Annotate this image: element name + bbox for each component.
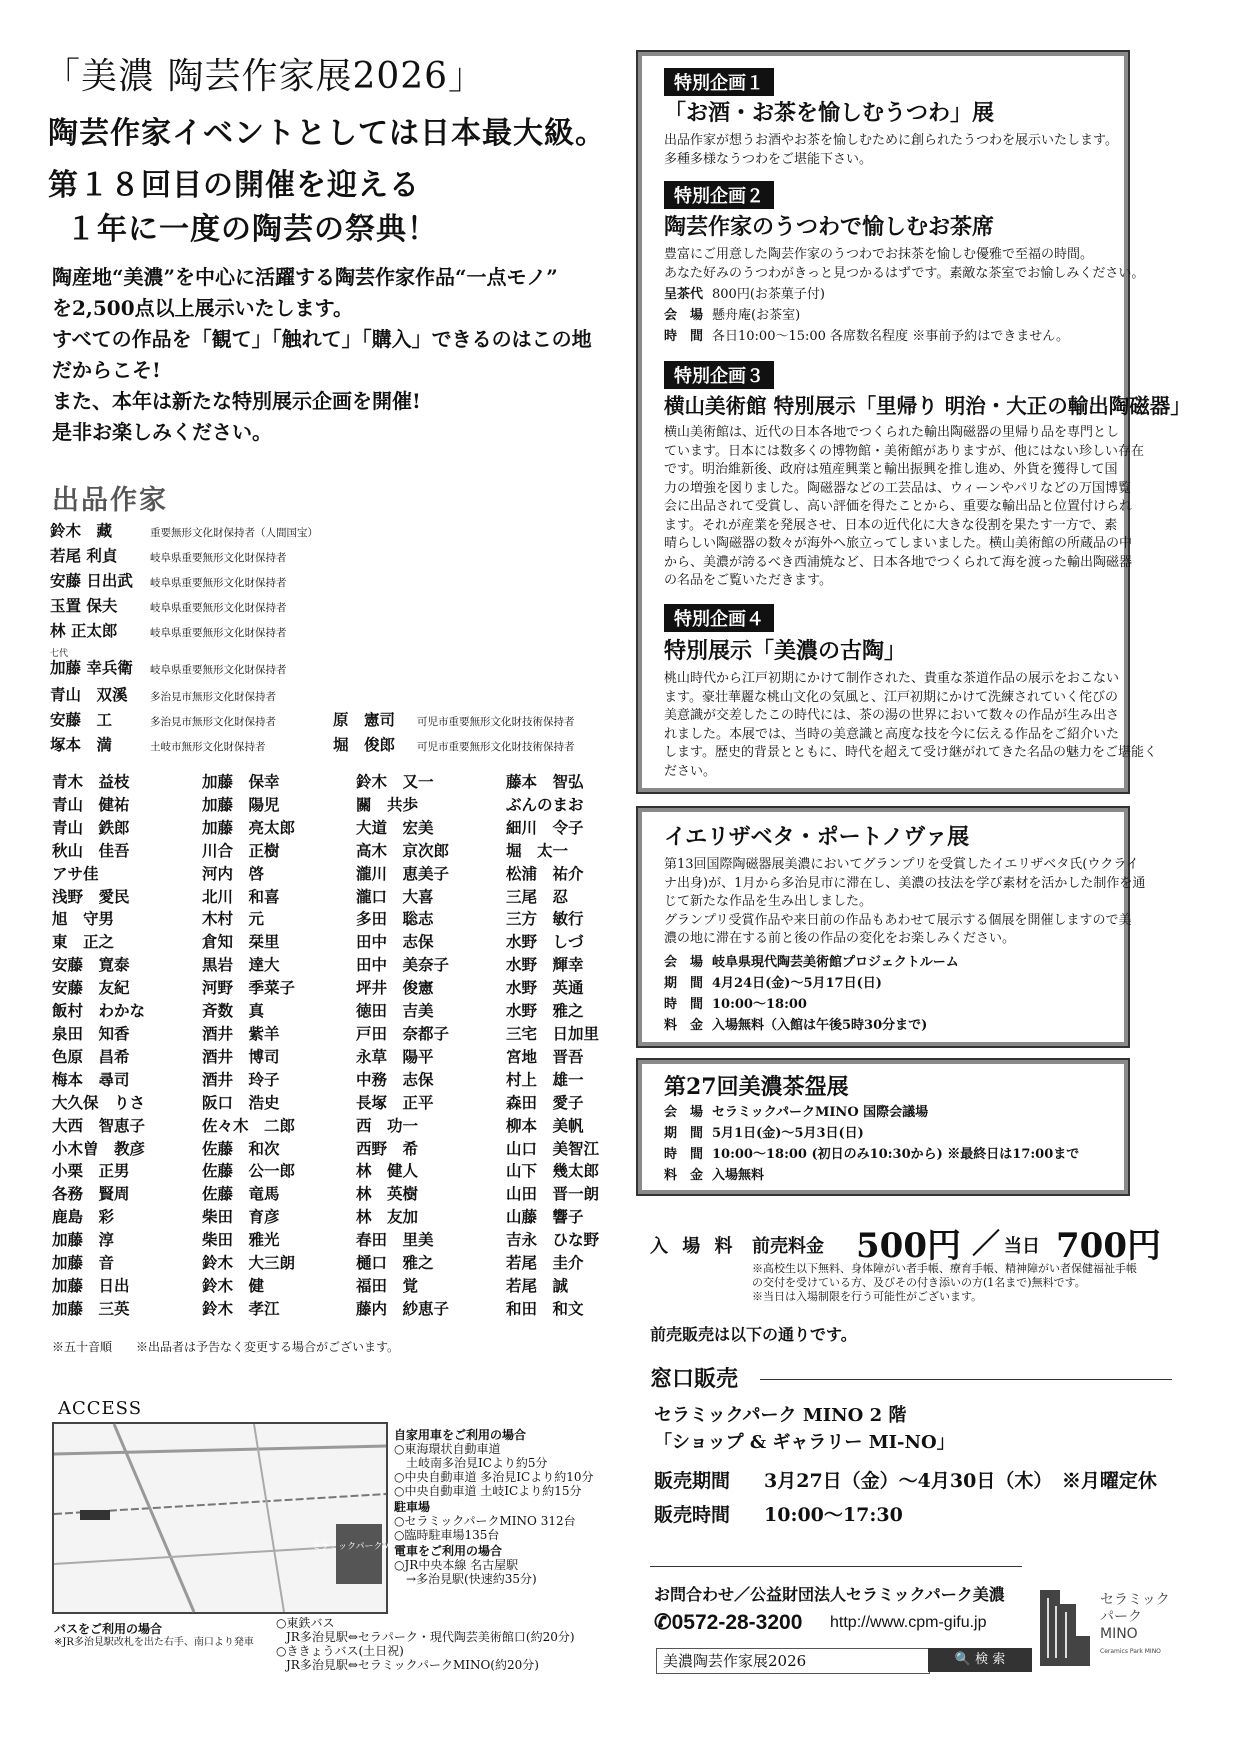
artist-name: 山下 幾太郎: [506, 1161, 600, 1181]
notable-artist: 堀 俊郎 可児市重要無形文化財技術保持者: [333, 735, 575, 754]
artist-note: ※五十音順 ※出品者は予告なく変更する場合がございます。: [52, 1340, 400, 1354]
map-graphic: [54, 1424, 407, 1612]
artists-heading: 出品作家: [52, 485, 168, 516]
sale-hours-label: 販売時間: [654, 1504, 731, 1526]
program-tag: 特別企画１: [664, 68, 774, 96]
phone-icon: ✆: [654, 1611, 672, 1634]
artist-name: 林 健人: [356, 1161, 419, 1181]
artist-name: 鈴木 又一: [356, 772, 434, 791]
artist-name: 徳田 吉美: [356, 1001, 434, 1021]
program-tag: 特別企画３: [664, 361, 774, 389]
sale-period: 3月27日（金）～4月30日（木） ※月曜定休: [764, 1470, 1157, 1492]
program-tag: 特別企画２: [664, 181, 774, 209]
access-map: [52, 1422, 407, 1614]
artist-name: 水野 輝幸: [506, 955, 584, 975]
program-text: 横山美術館は、近代の日本各地でつくられた輸出陶磁器の里帰り品を専門とし ています。日本には数多くの博物館・美術館がありますが、他にはない珍しい存在 です。明治維新後、政府は殖産興業と輸出振興を推し進め、外貨を獲得して国 力の増強を図りました。陶磁器などの工芸品は、ウィーンやパリなどの万国博覧 会に出品されて受賞し、高い評価を得たことから、重要な輸出品と位置付けられ ます。それが産業を発展させ、日本の近代化に大きな役割を果たす一方で、素 晴らしい陶磁器の数々が海外へ旅立ってしまいました。横山美術館の所蔵品の中 から、美濃が誇るべき西浦焼など、日本各地でつくられて海を渡った輸出陶磁器 の名品をご覧いただきます。: [664, 425, 1144, 588]
artist-name: 田中 志保: [356, 932, 434, 952]
advance-price: 500円: [856, 1226, 961, 1266]
artist-name: 柳本 美帆: [506, 1115, 584, 1135]
artist-name: 福田 覚: [356, 1275, 419, 1295]
artist-name: 青山 健祐: [52, 794, 130, 814]
access-car: 自家用車をご利用の場合 ○東海環状自動車道 土岐南多治見ICより約5分 ○中央自動車道 多治見ICより約10分 ○中央自動車道 土岐ICより約15分 駐車場 ○セラミックパークMINO 312台 ○臨時駐車場135台 電車をご利用の場合 ○JR中央本線 名古屋駅 →多治見駅(快速約35分): [394, 1428, 594, 1586]
access-title: ACCESS: [58, 1398, 143, 1419]
notable-artist-prefix: 七代: [50, 649, 69, 659]
artist-name: 水野 雅之: [506, 1001, 584, 1021]
advance-sale-note: 前売販売は以下の通りです。: [650, 1325, 857, 1344]
artist-name: 水野 英通: [506, 978, 584, 998]
chawan-title: 第27回美濃茶盌展: [664, 1074, 849, 1100]
artist-name: 佐々木 二郎: [202, 1115, 296, 1135]
artist-name: 北川 和喜: [202, 886, 280, 906]
artist-name: 各務 賢周: [52, 1184, 130, 1204]
artist-name: 春田 里美: [356, 1230, 434, 1250]
notable-artist: 若尾 利貞 岐阜県重要無形文化財保持者: [50, 546, 287, 565]
artist-name: 樋口 雅之: [356, 1253, 434, 1273]
window-sale-place: セラミックパーク MINO 2 階 「ショップ & ギャラリー MI-NO」: [654, 1405, 955, 1453]
map-marker: [336, 1524, 382, 1584]
chawan-details: 会 場 セラミックパークMINO 国際会議場 期 間 5月1日(金)～5月3日(日) 時 間 10:00～18:00 (初日のみ10:30から) ※最終日は17:00まで 料 金 入場無料: [664, 1105, 1080, 1183]
artist-name: 飯村 わかな: [52, 1001, 146, 1021]
artist-name: 柴田 雅光: [202, 1230, 280, 1250]
artist-name: 吉永 ひな野: [506, 1230, 600, 1250]
artist-name: 東 正之: [52, 932, 115, 952]
artist-name: 加藤 三英: [52, 1298, 130, 1318]
artist-name: 瀧川 恵美子: [356, 863, 450, 883]
elizabeta-title: イエリザベタ・ポートノヴァ展: [664, 824, 970, 850]
page-title: 「美濃 陶芸作家展2026」: [44, 56, 486, 97]
artist-name: 酒井 紫羊: [202, 1023, 280, 1043]
artist-name: 酒井 玲子: [202, 1069, 280, 1089]
artist-column: [506, 771, 599, 1321]
artist-column: [52, 771, 145, 1321]
artist-name: 泉田 知香: [52, 1023, 130, 1043]
artist-name: 旭 守男: [52, 909, 115, 929]
artist-name: 大久保 りさ: [52, 1092, 146, 1112]
artist-name: ぶんのまお: [506, 794, 584, 814]
admission-notes: ※高校生以下無料、身体障がい者手帳、療育手帳、精神障がい者保健福祉手帳 の交付を受けている方、及びその付き添いの方(1名まで)無料です。 ※当日は入場制限を行う可能性がございます。: [752, 1262, 1137, 1303]
door-price-label: 当日: [1004, 1236, 1040, 1257]
notable-artist: 鈴木 藏 重要無形文化財保持者（人間国宝）: [50, 521, 318, 540]
artist-name: 河野 季菜子: [202, 978, 296, 998]
notable-artist: 林 正太郎 岐阜県重要無形文化財保持者: [50, 621, 287, 640]
artist-name: 阪口 浩史: [202, 1092, 280, 1112]
artist-name: 中務 志保: [356, 1069, 434, 1089]
door-price: 700円: [1056, 1226, 1161, 1266]
artist-name: 小木曽 教彦: [52, 1138, 146, 1158]
intro-text: 陶産地“美濃”を中心に活躍する陶芸作家作品“一点モノ” を2,500点以上展示いたします。 すべての作品を「観て」「触れて」「購入」できるのはこの地 だからこそ! また、本年は新たな特別展示企画を開催! 是非お楽しみください。: [52, 265, 592, 444]
notable-artist: 安藤 工 多治見市無形文化財保持者: [50, 710, 276, 729]
artist-name: 關 共歩: [356, 794, 419, 814]
artist-name: 若尾 圭介: [506, 1253, 584, 1273]
artist-name: 林 友加: [356, 1207, 419, 1227]
program-title: 横山美術館 特別展示「里帰り 明治・大正の輸出陶磁器」: [664, 394, 1191, 418]
artist-name: 森田 愛子: [506, 1092, 584, 1112]
artist-name: 青木 益枝: [52, 772, 130, 791]
artist-name: 山藤 響子: [506, 1207, 584, 1227]
program-tag: 特別企画４: [664, 604, 774, 632]
artist-name: 鈴木 孝江: [202, 1298, 280, 1318]
artist-column: [356, 771, 449, 1321]
artist-name: 若尾 誠: [506, 1275, 569, 1295]
artist-name: 藤本 智弘: [506, 772, 584, 791]
artist-column: [202, 771, 295, 1321]
artist-name: 佐藤 公一郎: [202, 1161, 296, 1181]
artist-name: 川合 正樹: [202, 840, 280, 860]
artist-name: 加藤 保幸: [202, 772, 280, 791]
artist-name: 西野 希: [356, 1138, 419, 1158]
artist-name: 小栗 正男: [52, 1161, 130, 1181]
sale-hours: 10:00～17:30: [764, 1504, 903, 1526]
artist-name: 青山 鉄郎: [52, 817, 130, 837]
artist-name: 鈴木 大三朗: [202, 1253, 296, 1273]
artist-name: 細川 令子: [506, 817, 584, 837]
artist-name: 西 功一: [356, 1115, 419, 1135]
divider: [650, 1566, 1022, 1567]
artist-name: 安藤 友紀: [52, 978, 130, 998]
program-text: 豊富にご用意した陶芸作家のうつわでお抹茶を愉しむ優雅で至福の時間。 あなた好みのうつわがきっと見つかるはずです。素敵な茶室でお愉しみください。: [664, 247, 1145, 281]
elizabeta-text: 第13回国際陶磁器展美濃においてグランプリを受賞したイエリザベタ氏(ウクライ ナ出身)が、1月から多治見市に滞在し、美濃の技法を学び素材を活かした制作を通 じて新たな作品を生み出しました。 グランプリ受賞作品や来日前の作品もあわせて展示する個展を開催しますので美 濃の地に滞在する前と後の作品の変化をお楽しみください。: [664, 857, 1146, 946]
price-separator: ／: [972, 1227, 1001, 1260]
artist-name: 柴田 育彦: [202, 1207, 280, 1227]
artist-name: 瀧口 大喜: [356, 886, 434, 906]
artist-name: 三尾 忍: [506, 886, 569, 906]
lead-line: 陶芸作家イベントとしては日本最大級。: [48, 116, 606, 151]
access-bus: バスをご利用の場合 ※JR多治見駅改札を出た右手、南口より発車: [54, 1622, 254, 1648]
artist-name: 永草 陽平: [356, 1046, 434, 1066]
artist-name: 梅本 尋司: [52, 1069, 130, 1089]
program-title: 特別展示「美濃の古陶」: [664, 638, 907, 664]
artist-name: 林 英樹: [356, 1184, 419, 1204]
contact-label: お問合わせ／公益財団法人セラミックパーク美濃: [654, 1585, 1005, 1604]
contact-phone: ✆0572-28-3200: [654, 1611, 803, 1634]
artist-name: 田中 美奈子: [356, 955, 450, 975]
artist-name: 木村 元: [202, 909, 265, 929]
artist-name: 佐藤 和次: [202, 1138, 280, 1158]
program-title: 「お酒・お茶を愉しむうつわ」展: [664, 100, 995, 126]
artist-name: 黒岩 達大: [202, 955, 280, 975]
notable-artist: 塚本 満 土岐市無形文化財保持者: [50, 735, 266, 754]
artist-name: 酒井 博司: [202, 1046, 280, 1066]
lead-line: 第１８回目の開催を迎える: [48, 168, 420, 203]
artist-name: 大道 宏美: [356, 817, 434, 837]
artist-name: 佐藤 竜馬: [202, 1184, 280, 1204]
notable-artist: 安藤 日出武 岐阜県重要無形文化財保持者: [50, 571, 287, 590]
artist-name: 河内 啓: [202, 863, 265, 883]
search-button[interactable]: 🔍 検 索: [928, 1648, 1032, 1672]
ceramic-park-logo: [1036, 1580, 1094, 1666]
artist-name: 宮地 晋吾: [506, 1046, 584, 1066]
divider: [760, 1379, 1172, 1380]
artist-name: 浅野 愛民: [52, 886, 130, 906]
artist-name: 藤内 紗恵子: [356, 1298, 450, 1318]
notable-artist: 原 憲司 可児市重要無形文化財技術保持者: [333, 710, 575, 729]
artist-name: 坪井 俊憲: [356, 978, 434, 998]
window-sale-heading: 窓口販売: [650, 1366, 739, 1392]
program-text: 出品作家が想うお酒やお茶を愉しむために創られたうつわを展示いたします。 多種多様なうつわをご堪能下さい。: [664, 133, 1118, 167]
artist-name: 加藤 淳: [52, 1230, 115, 1250]
search-icon: 🔍: [954, 1652, 971, 1667]
notable-artist: 玉置 保夫 岐阜県重要無形文化財保持者: [50, 596, 287, 615]
artist-name: 鹿島 彩: [52, 1207, 115, 1227]
program-details: 呈茶代 800円(お茶菓子付) 会 場 懸舟庵(お茶室) 時 間 各日10:00～15:00 各席数名程度 ※事前予約はできません。: [664, 287, 1069, 344]
artist-name: 山田 晋一朗: [506, 1184, 600, 1204]
sale-period-label: 販売期間: [654, 1470, 731, 1492]
artist-name: 三方 敏行: [506, 909, 584, 929]
artist-name: 加藤 音: [52, 1253, 115, 1273]
search-input[interactable]: 美濃陶芸作家展2026: [656, 1648, 930, 1674]
artist-name: 堀 太一: [506, 840, 569, 860]
artist-name: 戸田 奈都子: [356, 1023, 450, 1043]
elizabeta-details: 会 場 岐阜県現代陶芸美術館プロジェクトルーム 期 間 4月24日(金)～5月17日(日) 時 間 10:00～18:00 料 金 入場無料（入館は午後5時30分まで): [664, 955, 959, 1033]
artist-name: 長塚 正平: [356, 1092, 434, 1112]
artist-name: 村上 雄一: [506, 1069, 584, 1089]
artist-name: 多田 聡志: [356, 909, 434, 929]
notable-artist: 青山 双溪 多治見市無形文化財保持者: [50, 685, 276, 704]
logo-text: セラミック パーク MINO Ceramics Park MINO: [1100, 1592, 1170, 1655]
artist-name: 加藤 亮太郎: [202, 817, 296, 837]
artist-name: アサ佳: [52, 863, 99, 883]
artist-name: 加藤 陽児: [202, 794, 280, 814]
artist-name: 安藤 寛泰: [52, 955, 130, 975]
advance-price-label: 前売料金: [752, 1236, 824, 1257]
artist-name: 和田 和文: [506, 1298, 584, 1318]
map-marker-label: セラミックパークMINO: [311, 1542, 407, 1552]
lead-line: １年に一度の陶芸の祭典！: [66, 212, 438, 247]
notable-artist: 加藤 幸兵衛 岐阜県重要無形文化財保持者: [50, 658, 287, 677]
artist-name: 鈴木 健: [202, 1275, 265, 1295]
artist-name: 斉数 真: [202, 1001, 265, 1021]
artist-name: 加藤 日出: [52, 1275, 130, 1295]
artist-name: 倉知 栞里: [202, 932, 280, 952]
artist-name: 水野 しづ: [506, 932, 584, 952]
artist-name: 大西 智恵子: [52, 1115, 146, 1135]
artist-name: 高木 京次郎: [356, 840, 450, 860]
access-bus-routes: ○東鉄バス JR多治見駅⇔セラパーク・現代陶芸美術館口(約20分) ○ききょうバス(土日祝) JR多治見駅⇔セラミックパークMINO(約20分): [276, 1616, 575, 1672]
program-title: 陶芸作家のうつわで愉しむお茶席: [664, 214, 995, 240]
artist-name: 三宅 日加里: [506, 1023, 600, 1043]
artist-name: 山口 美智江: [506, 1138, 600, 1158]
admission-label: 入 場 料: [650, 1236, 737, 1257]
program-text: 桃山時代から江戸初期にかけて制作された、貴重な茶道作品の展示をおこない ます。豪壮華麗な桃山文化の気風と、江戸初期にかけて洗練されていく侘びの 美意識が交差したこの時代には、茶の湯の世界において数々の作品が生み出さ れました。本展では、当時の美意識と高度な技を今に伝える作品をご紹介いた します。歴史的背景とともに、時代を超えて受け継がれてきた名品の魅力をご堪能く ださい。: [664, 671, 1157, 779]
artist-name: 松浦 祐介: [506, 863, 584, 883]
artist-name: 秋山 佳吾: [52, 840, 130, 860]
artist-name: 色原 昌希: [52, 1046, 130, 1066]
contact-url[interactable]: http://www.cpm-gifu.jp: [830, 1614, 987, 1631]
